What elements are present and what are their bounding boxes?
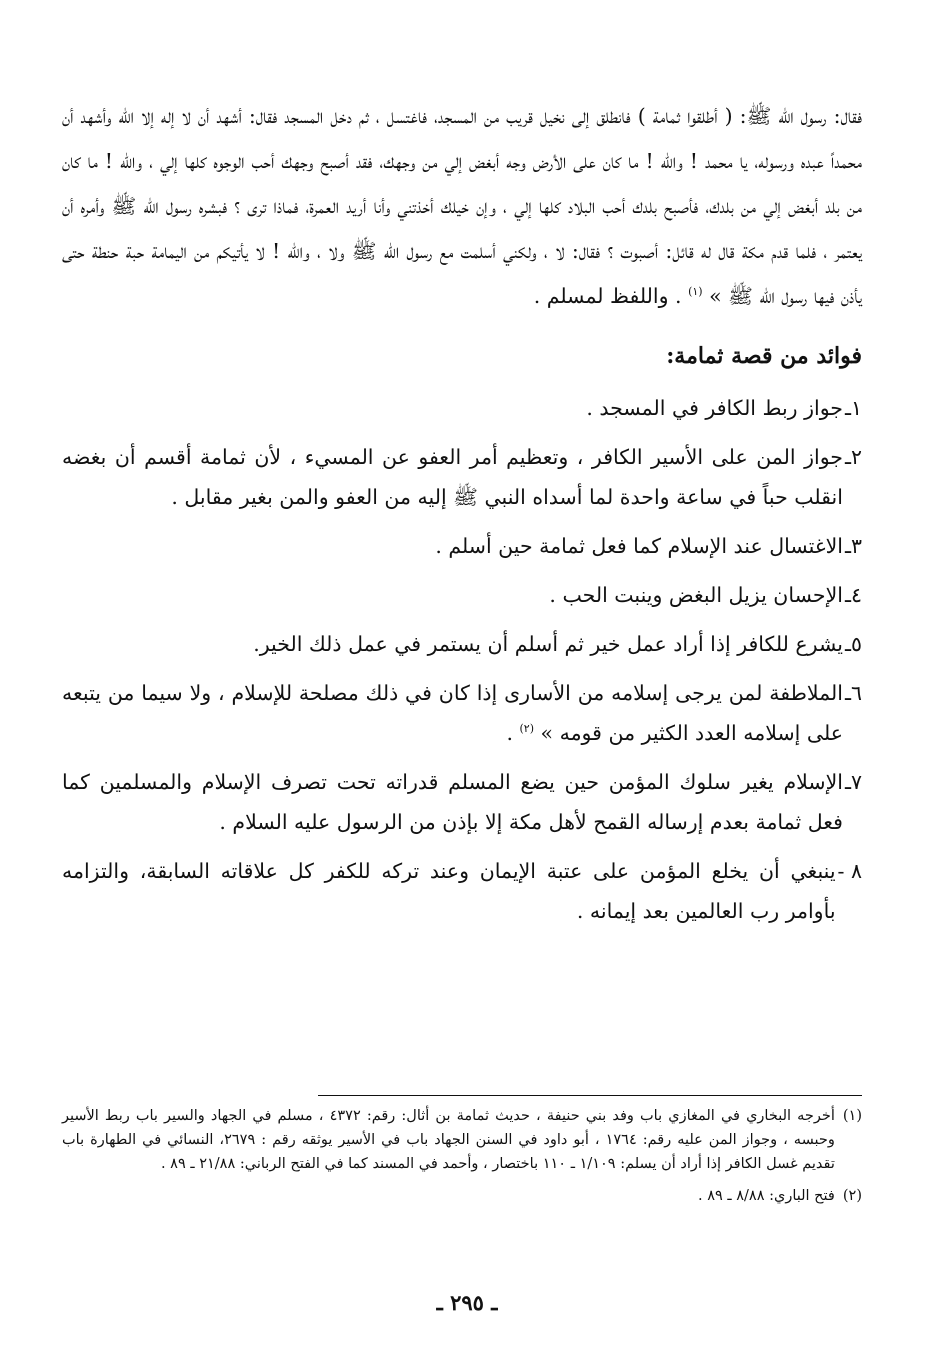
benefit-item <box>62 526 862 566</box>
section-heading: فوائد من قصة ثمامة: <box>666 343 862 369</box>
benefit-number: ٧ـ <box>844 770 862 794</box>
footnote-ref-2: (٢) <box>519 722 534 736</box>
benefits-list <box>62 388 862 931</box>
benefit-text-body: جواز المن على الأسير الكافر ، وتعظيم أمر العفو عن المسيء ، لأن ثمامة أقسم أن بغضه انقلب حباً في ساعة واحدة لما أسداه النبي ﷺ إليه من العفو والمن بغير مقابل . <box>62 445 843 509</box>
benefit-text-body: ينبغي أن يخلع المؤمن على عتبة الإيمان وعند تركه للكفر كل علاقاته السابقة، والتزامه بأوامر رب العالمين بعد إيمانه . <box>62 859 836 923</box>
hadith-tail: . واللفظ لمسلم . <box>533 284 682 308</box>
page-number: ـ ٢٩٥ ـ <box>436 1290 498 1315</box>
benefit-number: ٤ـ <box>844 583 862 607</box>
footnote-text: فتح الباري: ٨/٨٨ ـ ٨٩ . <box>697 1188 835 1204</box>
benefit-number: ١ـ <box>844 396 862 420</box>
benefit-text <box>62 624 843 664</box>
benefit-item <box>62 388 862 428</box>
benefit-item <box>62 762 862 842</box>
benefit-text-body: الإسلام يغير سلوك المؤمن حين يضع المسلم قدراته تحت تصرف الإسلام والمسلمين كما فعل ثمامة بعدم إرساله القمح لأهل مكة إلا بإذن من الرسول عليه السلام . <box>62 770 843 834</box>
benefit-text <box>62 575 843 615</box>
benefit-number: ٨ - <box>837 859 862 883</box>
benefit-text-body: الإحسان يزيل البغض وينبت الحب . <box>549 583 843 607</box>
benefit-text <box>62 851 836 931</box>
benefit-item <box>62 575 862 615</box>
benefit-text <box>62 673 843 753</box>
footnotes <box>62 1104 862 1216</box>
benefit-text-body: الاغتسال عند الإسلام كما فعل ثمامة حين أسلم . <box>435 534 843 558</box>
page-body <box>62 94 862 1204</box>
benefit-text-body: الملاطفة لمن يرجى إسلامه من الأسارى إذا كان في ذلك مصلحة للإسلام ، ولا سيما من يتبعه على إسلامه العدد الكثير من قومه » <box>62 681 843 745</box>
footnote-divider <box>318 1095 862 1096</box>
benefit-text <box>62 437 843 517</box>
footnote-item <box>62 1184 862 1208</box>
hadith-paragraph <box>62 94 862 319</box>
benefit-number: ٥ـ <box>844 632 862 656</box>
benefit-text <box>62 388 843 428</box>
footnote-ref-1: (١) <box>688 285 703 299</box>
benefit-number: ٢ـ <box>844 445 862 469</box>
hadith-text: فقال: رسول الله ﷺ: ( أطلقوا ثمامة ) فانطلق إلى نخيل قريب من المسجد، فاغتسل ، ثم دخل المسجد فقال: أشهد أن لا إله إلا الله وأشهد أن محمداً عبده ورسوله، يا محمد ! والله ! ما كان على الأرض وجه أبغض إلي من وجهك، فقد أصبح وجهك أحب الوجوه كلها إلي ، والله ! ما كان من بلد أبغض إلي من بلدك، فأصبح بلدك أحب البلاد كلها إلي ، وإن خيلك أخذتني وأنا أريد العمرة، فماذا ترى ؟ فبشره رسول الله ﷺ وأمره أن يعتمر ، فلما قدم مكة قال له قائل: أصبوت ؟ فقال: لا ، ولكني أسلمت مع رسول الله ﷺ ولا ، والله ! لا يأتيكم من اليمامة حبة حنطة حتى يأذن فيها رسول الله ﷺ » <box>62 104 862 308</box>
footnote-item <box>62 1104 862 1176</box>
footnote-number: (١) <box>842 1108 862 1124</box>
footnote-number: (٢) <box>842 1188 862 1204</box>
benefit-item <box>62 673 862 753</box>
benefit-tail: . <box>506 721 520 745</box>
footnote-text: أخرجه البخاري في المغازي باب وفد بني حنيفة ، حديث ثمامة بن أثال: رقم: ٤٣٧٢ ، مسلم في الجهاد والسير باب ربط الأسير وحبسه ، وجواز المن عليه رقم: ١٧٦٤ ، أبو داود في السنن الجهاد باب في الأسير يوثقه رقم : ٢٦٧٩، النسائي في الطهارة باب تقديم غسل الكافر إذا أراد أن يسلم: ١/١٠٩ ـ ١١٠ باختصار ، وأحمد في المسند كما في الفتح الرباني: ٢١/٨٨ ـ ٨٩ . <box>62 1108 835 1172</box>
benefit-number: ٦ـ <box>844 681 862 705</box>
benefit-text-body: جواز ربط الكافر في المسجد . <box>586 396 843 420</box>
benefit-text-body: يشرع للكافر إذا أراد عمل خير ثم أسلم أن يستمر في عمل ذلك الخير. <box>253 632 843 656</box>
benefit-item <box>62 624 862 664</box>
benefit-item <box>62 437 862 517</box>
benefit-text <box>62 762 843 842</box>
benefit-number: ٣ـ <box>844 534 862 558</box>
benefit-text <box>62 526 843 566</box>
benefit-item <box>62 851 862 931</box>
